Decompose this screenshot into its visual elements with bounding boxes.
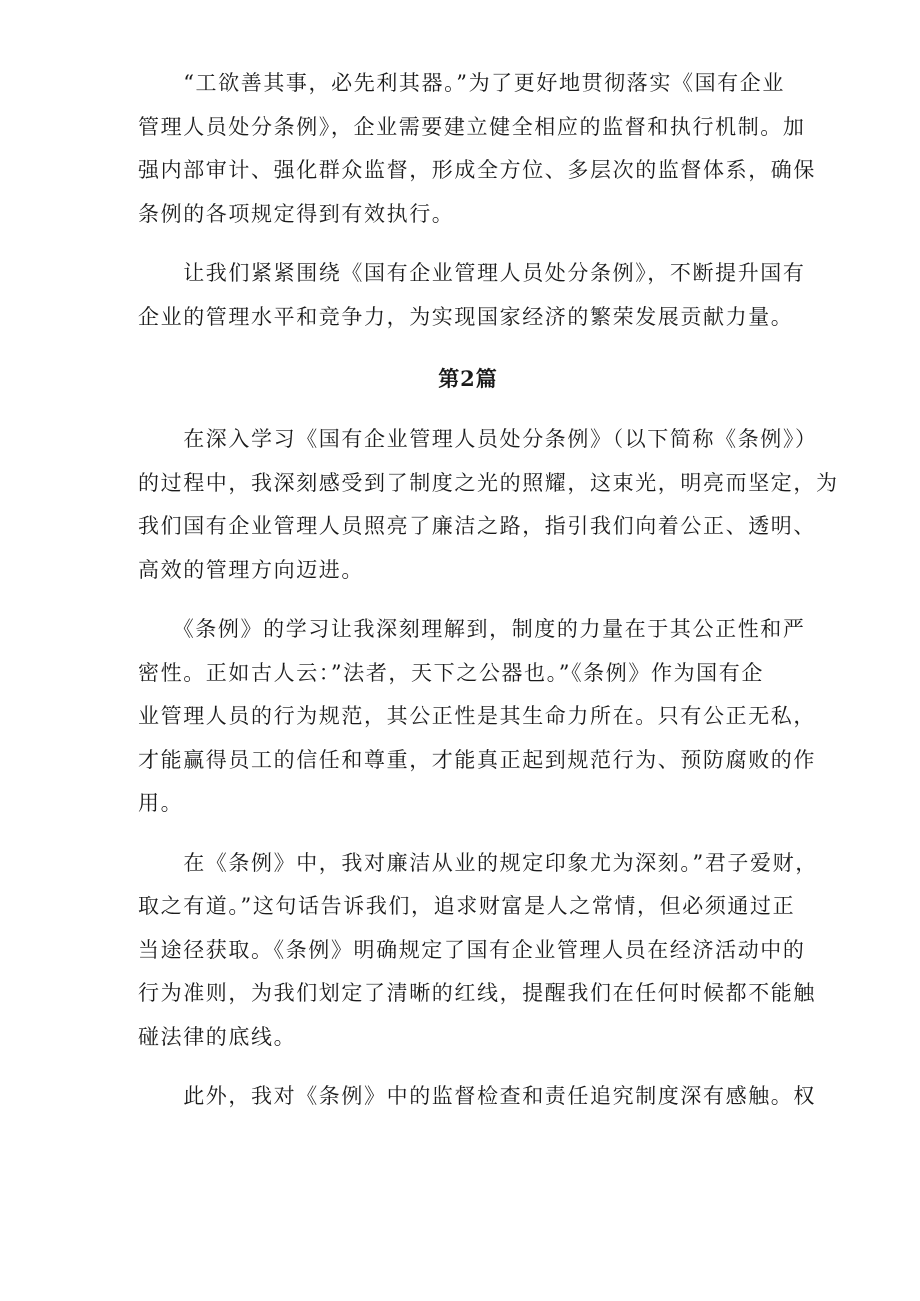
paragraph-tools-metaphor: [138, 62, 816, 236]
text-line: 密性。正如古人云：”法者，天下之公器也。”《条例》作为国有企: [138, 660, 764, 685]
text-line: 高效的管理方向迈进。: [138, 557, 364, 582]
text-line: 业管理人员的行为规范，其公正性是其生命力所在。只有公正无私，: [138, 704, 816, 728]
text-line: 《条例》的学习让我深刻理解到，制度的力量在于其公正性和严: [138, 617, 806, 641]
text-line: 条例的各项规定得到有效执行。: [138, 201, 455, 226]
text-line: 取之有道。”这句话告诉我们，追求财富是人之常情，但必须通过正: [138, 894, 796, 918]
text-line: “工欲善其事，必先利其器。”为了更好地贯彻落实《国有企业: [138, 71, 785, 95]
text-line: 用。: [138, 791, 184, 815]
text-line: 管理人员处分条例》，企业需要建立健全相应的监督和执行机制。加: [138, 114, 806, 139]
text-line: 让我们紧紧围绕《国有企业管理人员处分条例》，不断提升国有: [138, 261, 806, 285]
text-line: 行为准则，为我们划定了清晰的红线，提醒我们在任何时候都不能触: [138, 981, 816, 1005]
text-line: 在深入学习《国有企业管理人员处分条例》（以下简称《条例》）: [138, 427, 818, 451]
text-line: 的过程中，我深刻感受到了制度之光的照耀，这束光，明亮而坚定，为: [138, 470, 839, 495]
text-line: 我们国有企业管理人员照亮了廉洁之路，指引我们向着公正、透明、: [138, 514, 816, 538]
text-line: 企业的管理水平和竞争力，为实现国家经济的繁荣发展贡献力量。: [138, 304, 794, 329]
text-line: 当途径获取。《条例》明确规定了国有企业管理人员在经济活动中的: [138, 937, 806, 962]
paragraph-closing-call: [138, 252, 806, 339]
text-line: 在《条例》中，我对廉洁从业的规定印象尤为深刻。”君子爱财，: [138, 850, 818, 875]
text-line: 此外，我对《条例》中的监督检查和责任追究制度深有感触。权: [138, 1084, 816, 1108]
text-line: 才能赢得员工的信任和尊重，才能真正起到规范行为、预防腐败的作: [138, 747, 816, 772]
section-heading: 第2篇: [438, 366, 498, 391]
text-line: 强内部审计、强化群众监督，形成全方位、多层次的监督体系，确保: [138, 158, 816, 182]
paragraph-integrity: [138, 842, 818, 1060]
text-line: 碰法律的底线。: [138, 1024, 297, 1049]
document-body: [138, 62, 839, 1135]
paragraph-fairness: [138, 608, 816, 826]
paragraph-intro: [138, 418, 839, 592]
paragraph-supervision: [138, 1075, 816, 1119]
